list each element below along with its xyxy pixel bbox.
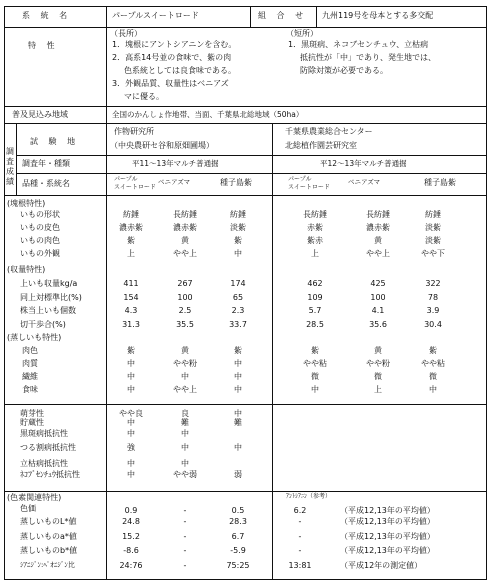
site-label: 試 験 地	[30, 137, 80, 146]
area-value: 全国のかんしょ作地帯、当面、千葉県北総地域（50ha）	[112, 110, 304, 119]
color-row-label: ｼｱﾆｼﾞﾝ:ﾍﾟｵﾆｼﾞﾝ比	[20, 561, 75, 569]
steam-row-value: やや粉	[366, 359, 390, 368]
weakness-2: 抵抗性が「中」であり、発生地では、	[300, 53, 436, 62]
color-row-value: -	[183, 532, 187, 541]
shape-row-value: 紫赤	[307, 236, 323, 245]
yield-row-value: 4.3	[124, 306, 138, 315]
color-row-antho: 6.2	[293, 506, 307, 515]
steam-row-value: 中	[181, 372, 189, 381]
steam-row-value: 黄	[181, 346, 189, 355]
variety2-c: 種子島紫	[424, 178, 456, 187]
steam-row-value: 中	[429, 385, 437, 394]
site2-sub: 北総植作園芸研究室	[285, 141, 357, 150]
color-row-value: 24.8	[122, 517, 140, 526]
steam-row-value: 上	[374, 385, 382, 394]
shape-row-value: やや下	[421, 249, 445, 258]
yield-row-value: 100	[370, 292, 386, 302]
weaknesses-title: （短所）	[286, 29, 318, 38]
weakness-3: 防除対策が必要である。	[300, 66, 388, 75]
yield-row-label: 株当上いも個数	[20, 306, 76, 315]
yield-row-value: 35.5	[176, 319, 194, 329]
steam-row-value: 紫	[234, 346, 242, 355]
traits-label: 特 性	[28, 41, 59, 50]
steam-row-value: やや粘	[303, 359, 327, 368]
yield-row-value: 267	[177, 279, 193, 288]
steam-row-value: 中	[234, 385, 242, 394]
color-row-antho: -	[298, 517, 302, 526]
color-row-value: -5.9	[230, 546, 246, 555]
color-row-value: 0.5	[231, 506, 245, 515]
shape-row-value: 黄	[181, 236, 189, 245]
steam-row-value: 中	[311, 385, 319, 394]
shape-row-value: 紫	[234, 236, 242, 245]
resist-row-label: 黒斑病抵抗性	[20, 429, 68, 438]
shape-row-value: 紫	[127, 236, 135, 245]
survey-vertical-label: 調査成績	[6, 147, 14, 186]
shape-row-label: いもの形状	[20, 210, 60, 219]
steam-row-value: 紫	[311, 346, 319, 355]
color-row-value: 28.3	[229, 517, 247, 526]
color-row-note: （平成12,13年の平均値）	[340, 546, 435, 555]
resist-row-value: やや弱	[173, 470, 197, 479]
yield-row-value: 100	[177, 292, 193, 302]
yield-row-value: 109	[307, 292, 323, 302]
year2: 平12～13年マルチ普通掘	[320, 159, 407, 168]
color-row-value: -	[183, 506, 187, 515]
color-row-antho: -	[298, 546, 302, 555]
divider-v-label	[106, 123, 107, 173]
color-row-value: 15.2	[122, 532, 140, 541]
shape-row-value: 濃赤紫	[119, 223, 143, 232]
shape-row-value: やや上	[173, 249, 197, 258]
shape-row-value: 長紡錘	[303, 210, 327, 219]
border-bottom	[4, 579, 487, 580]
shape-row-value: やや上	[366, 249, 390, 258]
resist-row-value: 中	[234, 443, 242, 452]
yield-row-value: 2.5	[178, 306, 192, 315]
shape-row-value: 紡錘	[230, 210, 246, 219]
variety-label: 品種・系統名	[22, 179, 70, 188]
color-row-value: -	[183, 561, 187, 570]
variety1-b: ベニアズマ	[158, 178, 191, 186]
border-left	[4, 6, 5, 580]
resist-row-value: やや良	[119, 409, 143, 418]
resist-row-value: 強	[127, 443, 135, 452]
section-shape: (塊根特性)	[7, 199, 46, 208]
color-row-note: （平成12,13年の平均値）	[340, 532, 435, 541]
steam-row-value: 紫	[429, 346, 437, 355]
yield-row-value: 78	[427, 292, 439, 302]
shape-row-value: 淡紫	[425, 223, 441, 232]
steam-row-value: 微	[374, 372, 382, 381]
shape-row-value: 紡錘	[123, 210, 139, 219]
area-label: 普及見込み地域	[12, 110, 68, 119]
shape-row-value: 淡紫	[230, 223, 246, 232]
shape-row-value: 上	[127, 249, 135, 258]
steam-row-label: 繊維	[22, 372, 38, 381]
divider-h1	[4, 27, 487, 28]
yield-row-value: 31.3	[122, 319, 140, 329]
color-row-value: 75:25	[226, 561, 250, 570]
steam-row-value: やや粉	[173, 359, 197, 368]
divider-h2	[4, 106, 487, 107]
resist-row-value: 中	[181, 443, 189, 452]
divider-v-left-col	[106, 173, 107, 579]
divider-v-vertical	[16, 123, 17, 173]
yield-row-value: 28.5	[306, 319, 324, 329]
shape-row-label: いもの外観	[20, 249, 60, 258]
resist-row-value: 中	[181, 429, 189, 438]
color-row-antho: 13:81	[288, 561, 312, 570]
resist-row-label: 立枯病抵抗性	[20, 459, 68, 468]
resist-row-value: 弱	[234, 470, 242, 479]
divider-v-col-label	[16, 173, 17, 195]
resist-row-label: 貯蔵性	[20, 418, 44, 427]
site1-name: 作物研究所	[114, 127, 154, 136]
strength-5: マに優る。	[124, 92, 164, 101]
resist-row-value: 中	[181, 459, 189, 468]
variety2-b: ベニアズマ	[348, 178, 381, 186]
border-right	[486, 6, 487, 580]
resist-row-value: 中	[127, 459, 135, 468]
yield-row-value: 33.7	[229, 319, 247, 329]
yield-row-value: 411	[123, 279, 139, 288]
antho-header: ｱﾝﾄｼｱﾆﾝ（参考）	[286, 493, 332, 500]
yield-row-value: 174	[230, 279, 246, 288]
yield-row-label: 同上対標準比(%)	[20, 292, 82, 302]
steam-row-value: 紫	[127, 346, 135, 355]
resist-row-value: 中	[127, 418, 135, 427]
resist-row-label: つる割病抵抗性	[20, 443, 76, 452]
yield-row-value: 154	[123, 292, 139, 302]
yield-row-label: 上いも収量kg/a	[20, 279, 78, 288]
color-value-label: 色価	[20, 504, 36, 513]
steam-row-value: 微	[429, 372, 437, 381]
steam-row-value: 中	[127, 385, 135, 394]
cross-value: 九州119号を母本とする多交配	[322, 11, 434, 20]
name-value: パープルスイートロード	[112, 11, 199, 20]
yield-row-value: 35.6	[369, 319, 387, 329]
shape-row-value: 長紡錘	[366, 210, 390, 219]
divider-h-site	[16, 155, 487, 156]
resist-row-value: 中	[234, 409, 242, 418]
strengths-title: （長所）	[110, 29, 142, 38]
strength-3: 色系統としては良食味である。	[124, 66, 236, 75]
strength-2: 2．高系14号並の食味で、紫の肉	[112, 53, 232, 62]
divider-v-site	[272, 123, 273, 173]
steam-row-value: 黄	[374, 346, 382, 355]
shape-row-label: いもの皮色	[20, 223, 60, 232]
color-row-note: （平成12,13年の平均値）	[340, 517, 435, 526]
divider-h-resist-top	[4, 404, 487, 405]
shape-row-value: 赤紫	[307, 223, 323, 232]
variety1-a: パープル スイートロード	[114, 176, 156, 191]
color-row-label: 蒸しいものL*値	[20, 517, 77, 526]
section-yield: (収量特性)	[7, 265, 46, 274]
divider-h3	[4, 123, 487, 124]
divider-v-cross2	[316, 6, 317, 28]
section-steam: (蒸しいも特性)	[7, 333, 62, 342]
shape-row-label: いもの肉色	[20, 236, 60, 245]
steam-row-value: 中	[234, 359, 242, 368]
divider-v-cross1	[250, 6, 251, 28]
resist-row-value: 難	[181, 418, 189, 427]
name-label: 系 統 名	[22, 11, 72, 20]
shape-row-value: 黄	[374, 236, 382, 245]
color-row-note: （平成12,13年の平均値）	[340, 506, 435, 515]
color-row-note: （平成12年の測定値）	[340, 561, 423, 570]
resist-row-value: 中	[127, 470, 135, 479]
steam-row-value: 中	[127, 372, 135, 381]
shape-row-value: 濃赤紫	[173, 223, 197, 232]
cross-label: 組 合 せ	[258, 11, 308, 20]
resist-row-label: 萌芽性	[20, 409, 44, 418]
year1: 平11～13年マルチ普通掘	[132, 159, 219, 168]
color-row-value: -	[183, 546, 187, 555]
steam-row-value: やや粘	[421, 359, 445, 368]
shape-row-value: 長紡錘	[173, 210, 197, 219]
steam-row-label: 食味	[22, 385, 38, 394]
steam-row-value: 中	[127, 359, 135, 368]
steam-row-value: 微	[311, 372, 319, 381]
strength-1: 1．塊根にアントシアニンを含む。	[112, 40, 237, 49]
variety2-a: パープル スイートロード	[288, 176, 330, 191]
steam-row-label: 肉色	[22, 346, 38, 355]
color-row-value: 24:76	[119, 561, 143, 570]
color-row-value: -	[183, 517, 187, 526]
yield-row-label: 切干歩合(%)	[20, 319, 66, 329]
steam-row-label: 肉質	[22, 359, 38, 368]
color-row-antho: -	[298, 532, 302, 541]
resist-row-value: 中	[127, 429, 135, 438]
yield-row-value: 65	[232, 292, 244, 302]
resist-row-value: 難	[234, 418, 242, 427]
resist-row-value: 良	[181, 409, 189, 418]
strength-4: 3．外観品質、収量性はベニアズ	[112, 79, 229, 88]
shape-row-value: 淡紫	[425, 236, 441, 245]
divider-h-color-top	[4, 491, 487, 492]
color-row-value: 6.7	[231, 532, 245, 541]
section-color: (色素関連特性)	[7, 493, 62, 502]
border-top	[4, 6, 487, 7]
shape-row-value: 紡錘	[425, 210, 441, 219]
color-row-value: -8.6	[123, 546, 139, 555]
yield-row-value: 5.7	[308, 306, 322, 315]
yield-row-value: 3.9	[426, 306, 440, 315]
year-label: 調査年・種類	[22, 159, 70, 168]
variety1-c: 種子島紫	[220, 178, 252, 187]
yield-row-value: 462	[307, 279, 323, 288]
color-row-label: 蒸しいものb*値	[20, 546, 78, 555]
weakness-1: 1．黒斑病、ネコブセンチュウ、立枯病	[288, 40, 429, 49]
divider-v-mid	[272, 173, 273, 579]
steam-row-value: 中	[234, 372, 242, 381]
yield-row-value: 4.1	[371, 306, 385, 315]
divider-h-varieties	[4, 195, 487, 196]
color-row-label: 蒸しいものa*値	[20, 532, 77, 541]
steam-row-value: やや上	[173, 385, 197, 394]
color-row-value: 0.9	[124, 506, 138, 515]
yield-row-value: 322	[425, 279, 441, 288]
site1-sub: （中央農研セ谷和原畑圃場）	[110, 141, 214, 150]
divider-h-year	[16, 173, 487, 174]
resist-row-label: ﾈｺﾌﾞｾﾝﾁｭｳ抵抗性	[20, 470, 80, 479]
yield-row-value: 425	[370, 279, 386, 288]
shape-row-value: 中	[234, 249, 242, 258]
site2-name: 千葉県農業総合センター	[285, 127, 373, 136]
yield-row-value: 2.3	[231, 306, 245, 315]
shape-row-value: 上	[311, 249, 319, 258]
shape-row-value: 濃赤紫	[366, 223, 390, 232]
yield-row-value: 30.4	[424, 319, 442, 329]
